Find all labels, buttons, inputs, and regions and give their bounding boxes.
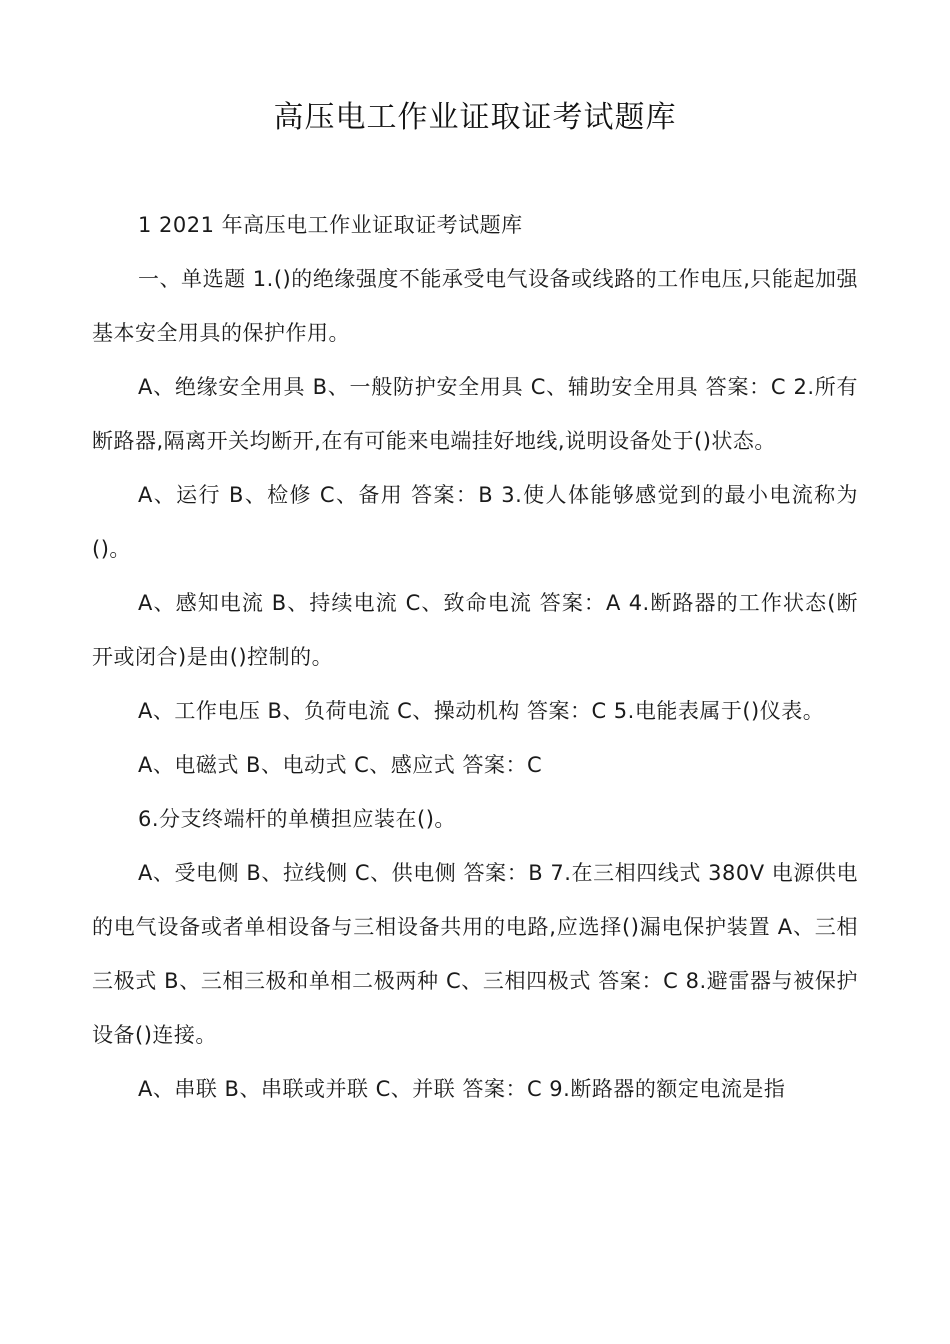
- paragraph: A、运行 B、检修 C、备用 答案：B 3.使人体能够感觉到的最小电流称为()。: [92, 483, 858, 561]
- paragraph: A、绝缘安全用具 B、一般防护安全用具 C、辅助安全用具 答案：C 2.所有断路器,隔离开关均断开,在有可能来电端挂好地线,说明设备处于()状态。: [92, 375, 858, 453]
- paragraph: A、工作电压 B、负荷电流 C、操动机构 答案：C 5.电能表属于()仪表。: [138, 699, 825, 723]
- paragraph: A、感知电流 B、持续电流 C、致命电流 答案：A 4.断路器的工作状态(断开或闭合)是由()控制的。: [92, 591, 858, 669]
- paragraph: 1 2021 年高压电工作业证取证考试题库: [138, 213, 523, 237]
- paragraph: A、电磁式 B、电动式 C、感应式 答案：C: [138, 753, 543, 777]
- document-body: [92, 198, 858, 1116]
- paragraph: 6.分支终端杆的单横担应装在()。: [138, 807, 456, 831]
- paragraph: A、受电侧 B、拉线侧 C、供电侧 答案：B 7.在三相四线式 380V 电源供电的电气设备或者单相设备与三相设备共用的电路,应选择()漏电保护装置 A、三相三极式 B、三相三极和单相二极两种 C、三相四极式 答案：C 8.避雷器与被保护设备()连接。: [92, 861, 858, 1047]
- page-title: 高压电工作业证取证考试题库: [273, 100, 677, 135]
- paragraph: A、串联 B、串联或并联 C、并联 答案：C 9.断路器的额定电流是指: [138, 1077, 786, 1101]
- paragraph: 一、单选题 1.()的绝缘强度不能承受电气设备或线路的工作电压,只能起加强基本安全用具的保护作用。: [92, 267, 858, 345]
